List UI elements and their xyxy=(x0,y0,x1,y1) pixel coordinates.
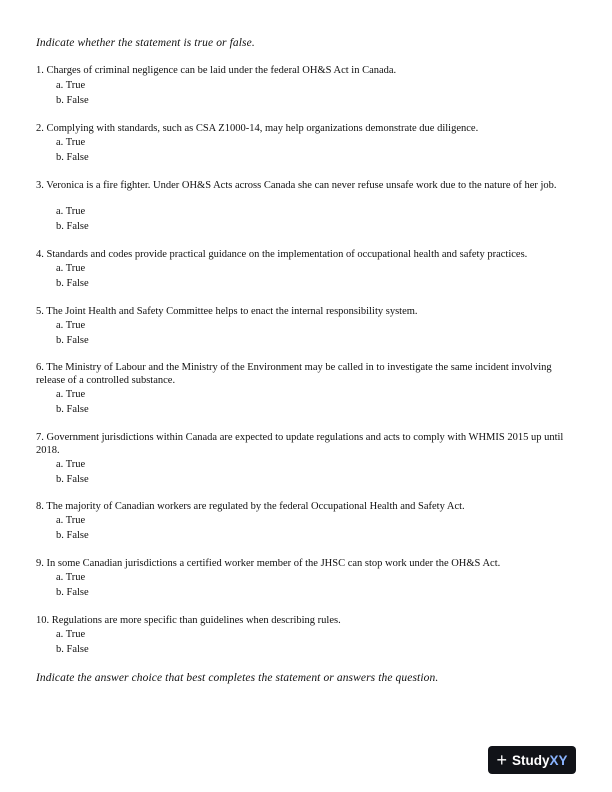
option-true: a. True xyxy=(56,320,86,331)
question-text: 4. Standards and codes provide practical guidance on the implementation of occupational health and safety practices. xyxy=(36,249,528,260)
question-text: 3. Veronica is a fire fighter. Under OH&S Acts across Canada she can never refuse unsafe work due to the nature of her job. xyxy=(36,180,557,191)
question-4 xyxy=(36,249,576,262)
question-text: 10. Regulations are more specific than guidelines when describing rules. xyxy=(36,615,341,626)
studyxy-logo xyxy=(488,746,576,774)
question-text: 1. Charges of criminal negligence can be laid under the federal OH&S Act in Canada. xyxy=(36,65,397,76)
option-false: b. False xyxy=(56,221,89,232)
question-7 xyxy=(36,432,576,457)
option-true: a. True xyxy=(56,389,86,400)
option-true: a. True xyxy=(56,137,86,148)
question-10 xyxy=(36,615,576,628)
option-false: b. False xyxy=(56,278,89,289)
instruction-true-false: Indicate whether the statement is true or false. xyxy=(36,37,255,49)
option-true: a. True xyxy=(56,206,86,217)
question-text: 8. The majority of Canadian workers are regulated by the federal Occupational Health and Safety Act. xyxy=(36,501,465,512)
option-true: a. True xyxy=(56,515,86,526)
option-false: b. False xyxy=(56,152,89,163)
question-3 xyxy=(36,180,576,193)
plus-icon: + xyxy=(496,750,507,770)
instruction-multiple-choice: Indicate the answer choice that best completes the statement or answers the question. xyxy=(36,672,439,684)
question-5 xyxy=(36,306,576,319)
logo-study-text: Study xyxy=(511,752,550,768)
question-text: 6. The Ministry of Labour and the Ministry of the Environment may be called in to investigate the same incident involving release of a controlled substance. xyxy=(36,362,552,386)
option-true: a. True xyxy=(56,263,86,274)
question-2 xyxy=(36,123,576,136)
option-false: b. False xyxy=(56,335,89,346)
question-text: 9. In some Canadian jurisdictions a certified worker member of the JHSC can stop work under the OH&S Act. xyxy=(36,558,501,569)
option-true: a. True xyxy=(56,629,86,640)
option-false: b. False xyxy=(56,474,89,485)
option-false: b. False xyxy=(56,95,89,106)
question-text: 5. The Joint Health and Safety Committee helps to enact the internal responsibility system. xyxy=(36,306,418,317)
option-true: a. True xyxy=(56,459,86,470)
option-false: b. False xyxy=(56,404,89,415)
logo-xy-text: XY xyxy=(549,752,568,768)
question-9 xyxy=(36,558,576,571)
question-text: 2. Complying with standards, such as CSA Z1000-14, may help organizations demonstrate due diligence. xyxy=(36,123,479,134)
question-1 xyxy=(36,65,576,78)
question-8 xyxy=(36,501,576,514)
question-6 xyxy=(36,362,576,387)
option-false: b. False xyxy=(56,587,89,598)
option-false: b. False xyxy=(56,530,89,541)
option-true: a. True xyxy=(56,80,86,91)
question-text: 7. Government jurisdictions within Canada are expected to update regulations and acts to comply with WHMIS 2015 up until 2018. xyxy=(36,432,564,456)
option-false: b. False xyxy=(56,644,89,655)
option-true: a. True xyxy=(56,572,86,583)
